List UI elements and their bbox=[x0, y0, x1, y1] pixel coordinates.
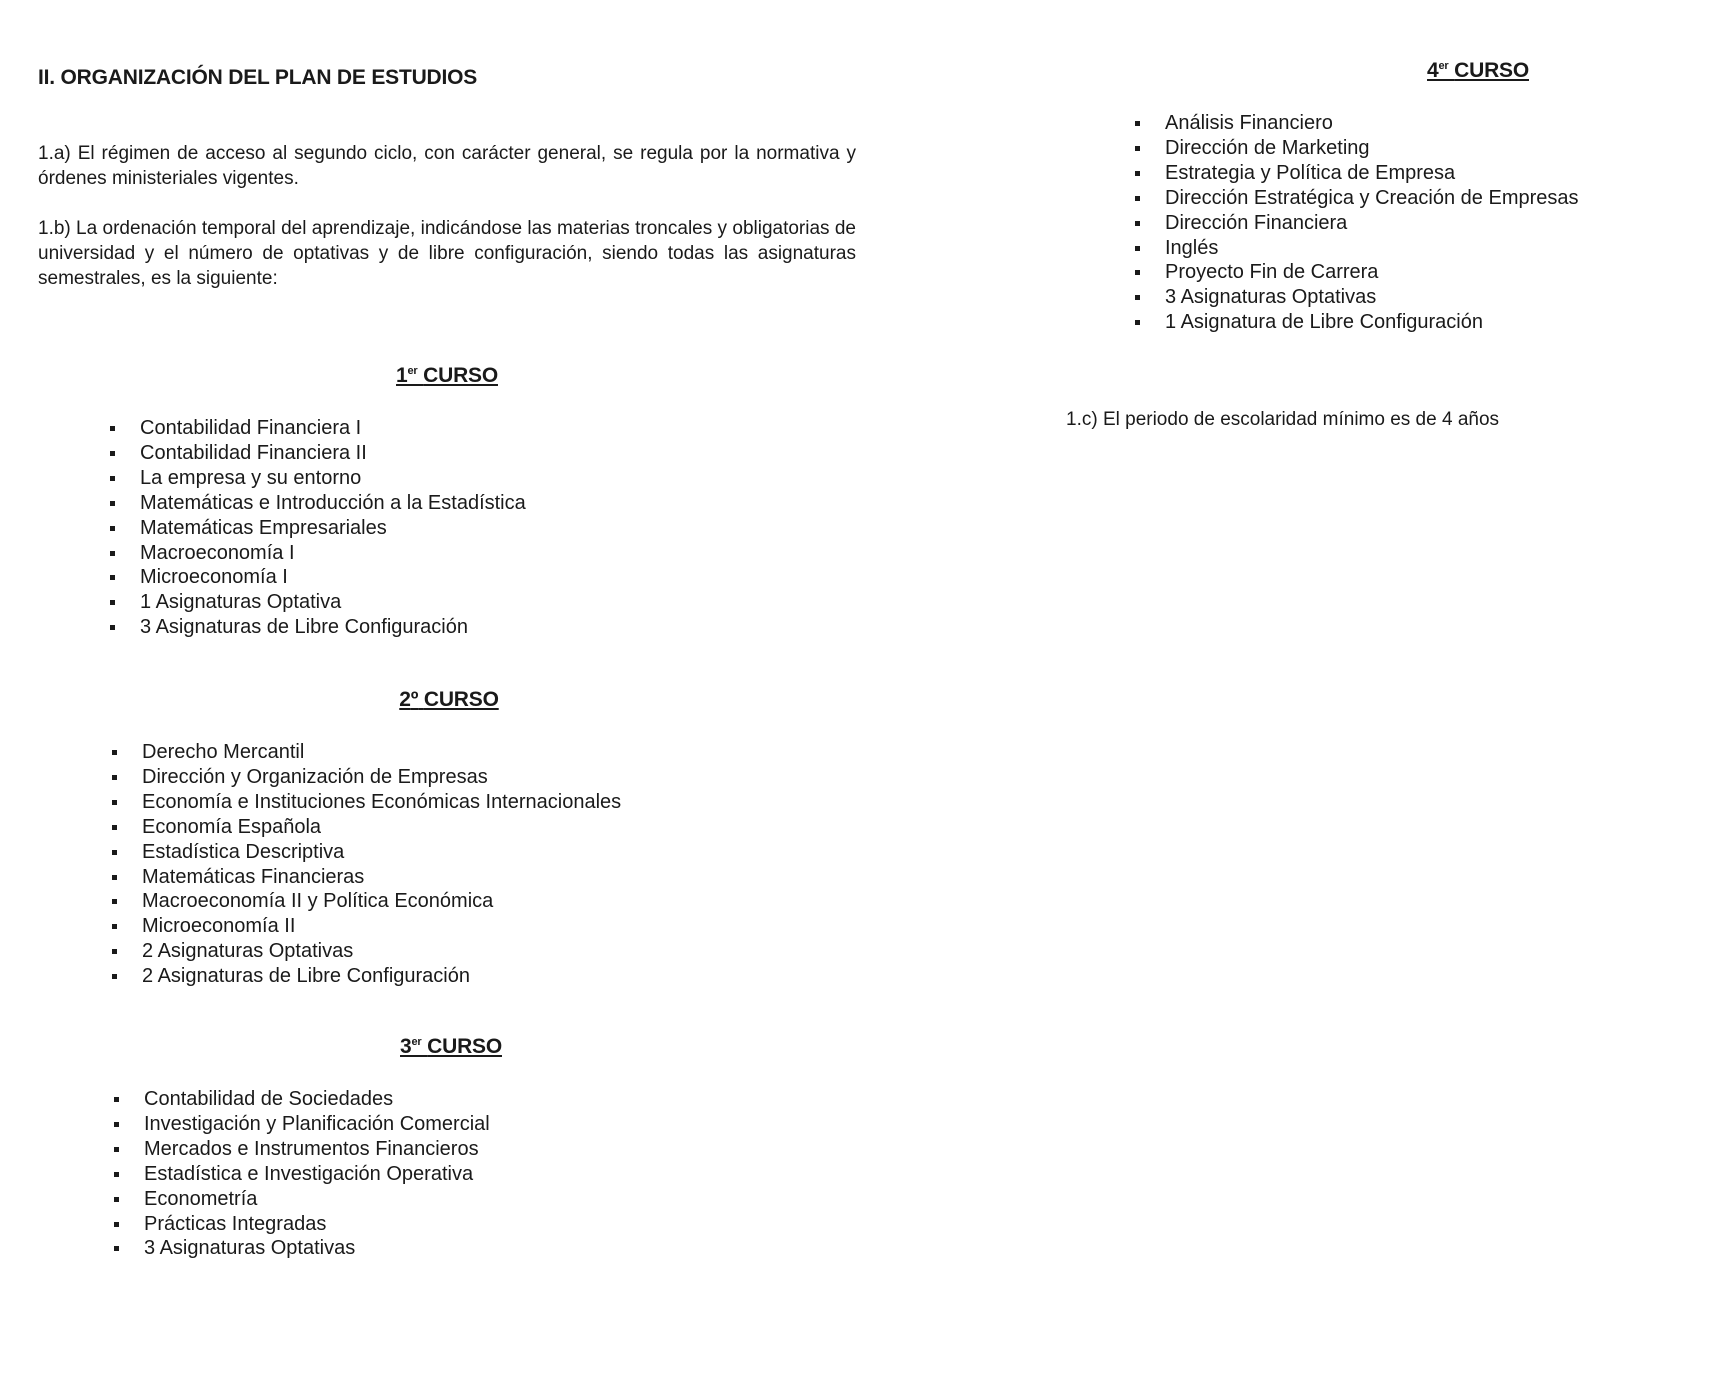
list-item: 3 Asignaturas Optativas bbox=[111, 1236, 490, 1261]
list-item: 2 Asignaturas Optativas bbox=[109, 939, 621, 964]
list-item: Mercados e Instrumentos Financieros bbox=[111, 1137, 490, 1162]
list-item: Dirección y Organización de Empresas bbox=[109, 765, 621, 790]
course-1-label: CURSO bbox=[423, 364, 498, 387]
list-item: La empresa y su entorno bbox=[107, 466, 526, 491]
list-item: Dirección de Marketing bbox=[1132, 136, 1579, 161]
paragraph-1c: 1.c) El periodo de escolaridad mínimo es de 4 años bbox=[1066, 409, 1500, 430]
course-2-number: 2 bbox=[399, 688, 411, 711]
list-item: Dirección Financiera bbox=[1132, 211, 1579, 236]
list-item: Econometría bbox=[111, 1187, 490, 1212]
list-item: Estrategia y Política de Empresa bbox=[1132, 161, 1579, 186]
course-1-title bbox=[327, 364, 567, 388]
course-3-label: CURSO bbox=[427, 1035, 502, 1058]
list-item: Contabilidad Financiera II bbox=[107, 441, 526, 466]
list-item: Dirección Estratégica y Creación de Empresas bbox=[1132, 186, 1579, 211]
course-1-number: 1 bbox=[396, 364, 408, 387]
course-4-number: 4 bbox=[1427, 59, 1439, 82]
list-item: 2 Asignaturas de Libre Configuración bbox=[109, 964, 621, 989]
list-item: Contabilidad Financiera I bbox=[107, 416, 526, 441]
course-2-subject-list bbox=[109, 740, 621, 989]
paragraph-1a: 1.a) El régimen de acceso al segundo ciclo, con carácter general, se regula por la normativa y órdenes ministeriales vigentes. bbox=[38, 143, 856, 189]
course-2-label: CURSO bbox=[423, 688, 499, 711]
course-4-ordinal: er bbox=[1438, 60, 1449, 72]
paragraph-1b: 1.b) La ordenación temporal del aprendizaje, indicándose las materias troncales y obligatorias de universidad y el número de optativas y de libre configuración, siendo todas las asignaturas semestrales, es la siguiente: bbox=[38, 218, 856, 289]
list-item: Economía Española bbox=[109, 815, 621, 840]
list-item: Matemáticas e Introducción a la Estadística bbox=[107, 491, 526, 516]
list-item: Macroeconomía I bbox=[107, 541, 526, 566]
list-item: 3 Asignaturas de Libre Configuración bbox=[107, 615, 526, 640]
list-item: Microeconomía II bbox=[109, 914, 621, 939]
list-item: Matemáticas Financieras bbox=[109, 865, 621, 890]
list-item: 1 Asignaturas Optativa bbox=[107, 590, 526, 615]
list-item: Microeconomía I bbox=[107, 565, 526, 590]
list-item: 1 Asignatura de Libre Configuración bbox=[1132, 310, 1579, 335]
course-4-title bbox=[1358, 59, 1598, 83]
list-item: Proyecto Fin de Carrera bbox=[1132, 260, 1579, 285]
list-item: 3 Asignaturas Optativas bbox=[1132, 285, 1579, 310]
list-item: Inglés bbox=[1132, 236, 1579, 261]
list-item: Macroeconomía II y Política Económica bbox=[109, 889, 621, 914]
course-2-title bbox=[329, 688, 569, 712]
course-2-ordinal: º bbox=[410, 688, 419, 711]
course-1-subject-list bbox=[107, 416, 526, 640]
list-item: Estadística e Investigación Operativa bbox=[111, 1162, 490, 1187]
list-item: Derecho Mercantil bbox=[109, 740, 621, 765]
course-1-ordinal: er bbox=[407, 365, 418, 377]
list-item: Prácticas Integradas bbox=[111, 1212, 490, 1237]
list-item: Contabilidad de Sociedades bbox=[111, 1087, 490, 1112]
course-3-title bbox=[331, 1035, 571, 1059]
course-3-ordinal: er bbox=[411, 1036, 422, 1048]
list-item: Matemáticas Empresariales bbox=[107, 516, 526, 541]
list-item: Economía e Instituciones Económicas Internacionales bbox=[109, 790, 621, 815]
list-item: Investigación y Planificación Comercial bbox=[111, 1112, 490, 1137]
course-3-subject-list bbox=[111, 1087, 490, 1261]
course-4-label: CURSO bbox=[1454, 59, 1529, 82]
course-3-number: 3 bbox=[400, 1035, 412, 1058]
list-item: Análisis Financiero bbox=[1132, 111, 1579, 136]
course-4-subject-list bbox=[1132, 111, 1579, 335]
section-heading: II. ORGANIZACIÓN DEL PLAN DE ESTUDIOS bbox=[38, 66, 478, 89]
list-item: Estadística Descriptiva bbox=[109, 840, 621, 865]
